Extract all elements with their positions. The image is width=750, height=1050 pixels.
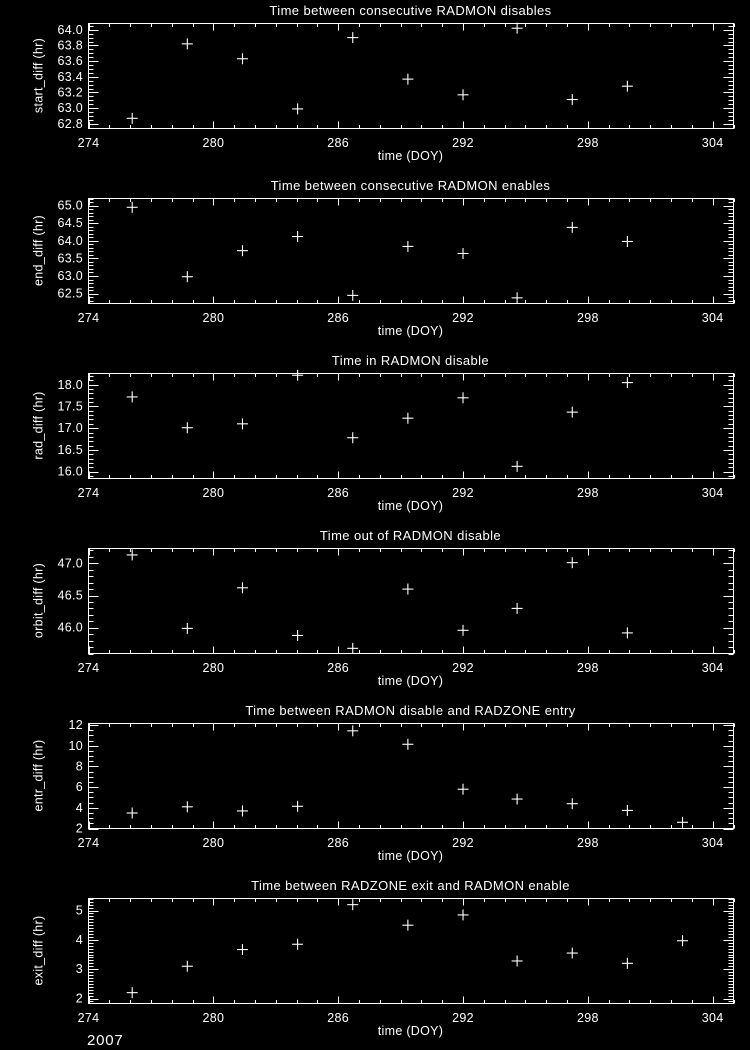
svg-text:286: 286 [327, 661, 350, 675]
svg-text:46.0: 46.0 [57, 620, 83, 635]
svg-text:63.2: 63.2 [57, 85, 83, 100]
svg-text:292: 292 [452, 836, 474, 850]
svg-text:5: 5 [75, 903, 83, 918]
svg-text:286: 286 [327, 311, 350, 325]
x-axis-label: time (DOY) [377, 324, 444, 338]
svg-text:63.0: 63.0 [57, 101, 83, 116]
svg-text:286: 286 [327, 486, 350, 500]
y-axis-label: exit_diff (hr) [31, 915, 46, 986]
svg-text:63.6: 63.6 [57, 54, 83, 69]
svg-text:63.5: 63.5 [57, 251, 83, 266]
y-axis-label: start_diff (hr) [31, 37, 46, 114]
plot-start-diff [0, 0, 750, 175]
svg-text:16.0: 16.0 [57, 464, 83, 479]
svg-text:17.5: 17.5 [57, 399, 83, 414]
y-axis-label: end_diff (hr) [31, 214, 46, 287]
plot-entr-diff [0, 700, 750, 875]
svg-text:304: 304 [701, 136, 724, 150]
svg-text:2: 2 [75, 991, 83, 1006]
plot-title: Time between RADZONE exit and RADMON enable [251, 878, 570, 893]
svg-text:298: 298 [576, 486, 599, 500]
x-axis-label: time (DOY) [377, 149, 444, 163]
svg-text:286: 286 [327, 1011, 350, 1025]
svg-text:298: 298 [576, 136, 599, 150]
svg-text:46.5: 46.5 [57, 588, 83, 603]
plot-title: Time between consecutive RADMON enables [270, 178, 551, 193]
svg-text:292: 292 [452, 1011, 474, 1025]
y-axis-label: rad_diff (hr) [31, 391, 46, 460]
svg-text:4: 4 [75, 800, 83, 815]
svg-text:286: 286 [327, 836, 350, 850]
svg-text:47.0: 47.0 [57, 556, 83, 571]
svg-text:274: 274 [77, 836, 100, 850]
svg-text:298: 298 [576, 311, 599, 325]
plot-orbit-diff [0, 525, 750, 700]
year-label: 2007 [87, 1032, 124, 1049]
svg-text:12: 12 [68, 718, 83, 733]
y-axis-label: entr_diff (hr) [31, 739, 46, 812]
svg-text:304: 304 [701, 661, 724, 675]
svg-text:304: 304 [701, 311, 724, 325]
x-axis-label: time (DOY) [377, 849, 444, 863]
svg-text:3: 3 [75, 962, 83, 977]
plot-title: Time between consecutive RADMON disables [269, 3, 552, 18]
x-axis-label: time (DOY) [377, 1024, 444, 1038]
x-axis-label: time (DOY) [377, 674, 444, 688]
svg-text:64.0: 64.0 [57, 233, 83, 248]
svg-text:17.0: 17.0 [57, 421, 83, 436]
svg-text:62.5: 62.5 [57, 286, 83, 301]
svg-text:10: 10 [68, 738, 83, 753]
plot-title: Time in RADMON disable [331, 353, 490, 368]
svg-text:4: 4 [75, 932, 83, 947]
svg-text:274: 274 [77, 136, 100, 150]
y-axis-label: orbit_diff (hr) [31, 562, 46, 639]
svg-text:2: 2 [75, 821, 83, 836]
plot-exit-diff [0, 875, 750, 1050]
svg-text:280: 280 [202, 836, 225, 850]
svg-text:274: 274 [77, 661, 100, 675]
x-axis-label: time (DOY) [377, 499, 444, 513]
svg-text:292: 292 [452, 486, 474, 500]
svg-text:64.0: 64.0 [57, 22, 83, 37]
plot-title: Time out of RADMON disable [319, 528, 502, 543]
svg-text:280: 280 [202, 136, 225, 150]
svg-text:65.0: 65.0 [57, 198, 83, 213]
svg-text:280: 280 [202, 1011, 225, 1025]
svg-text:63.8: 63.8 [57, 38, 83, 53]
svg-text:304: 304 [701, 1011, 724, 1025]
svg-text:18.0: 18.0 [57, 377, 83, 392]
svg-text:274: 274 [77, 1011, 100, 1025]
svg-text:62.8: 62.8 [57, 116, 83, 131]
plot-title: Time between RADMON disable and RADZONE entry [245, 703, 576, 718]
svg-text:280: 280 [202, 661, 225, 675]
svg-text:304: 304 [701, 836, 724, 850]
svg-text:280: 280 [202, 486, 225, 500]
svg-text:286: 286 [327, 136, 350, 150]
svg-text:292: 292 [452, 311, 474, 325]
svg-text:274: 274 [77, 311, 100, 325]
svg-text:63.0: 63.0 [57, 269, 83, 284]
svg-text:304: 304 [701, 486, 724, 500]
svg-text:298: 298 [576, 661, 599, 675]
svg-text:292: 292 [452, 661, 474, 675]
svg-text:280: 280 [202, 311, 225, 325]
svg-text:298: 298 [576, 1011, 599, 1025]
svg-text:8: 8 [75, 759, 83, 774]
svg-text:298: 298 [576, 836, 599, 850]
svg-text:64.5: 64.5 [57, 216, 83, 231]
svg-text:274: 274 [77, 486, 100, 500]
svg-text:63.4: 63.4 [57, 69, 83, 84]
plot-rad-diff [0, 350, 750, 525]
svg-text:6: 6 [75, 780, 83, 795]
svg-text:292: 292 [452, 136, 474, 150]
plot-end-diff [0, 175, 750, 350]
svg-text:16.5: 16.5 [57, 442, 83, 457]
